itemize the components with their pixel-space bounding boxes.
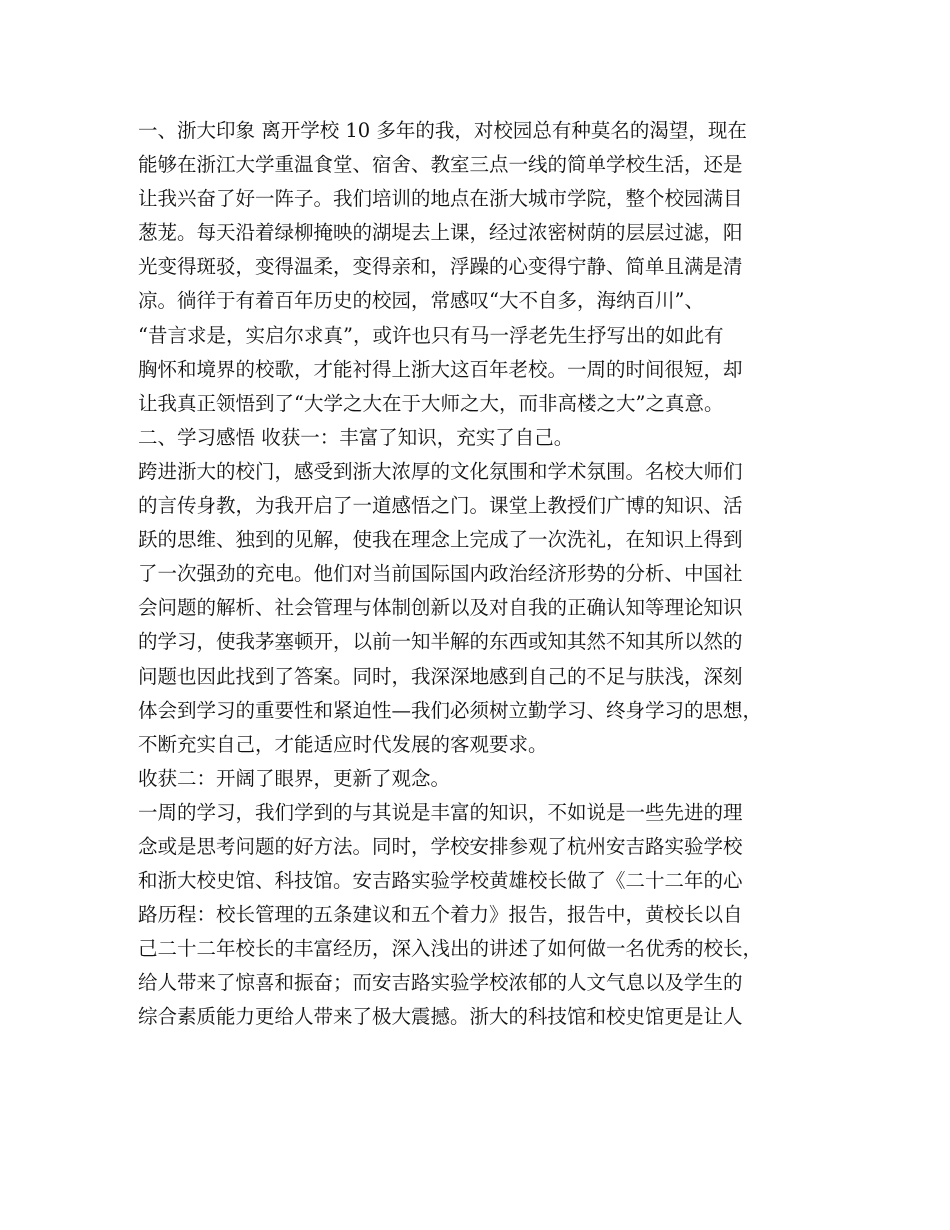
text-line: “昔言求是，实启尔求真”，或许也只有马一浮老先生抒写出的如此有 bbox=[138, 323, 724, 347]
text-line: 问题也因此找到了答案。同时，我深深地感到自己的不足与肤浅，深刻 bbox=[138, 664, 743, 688]
text-line: 葱茏。每天沿着绿柳掩映的湖堤去上课，经过浓密树荫的层层过滤，阳 bbox=[138, 221, 743, 245]
document-body bbox=[138, 114, 816, 1035]
text-line: 让我真正领悟到了“大学之大在于大师之大，而非高楼之大”之真意。 bbox=[138, 391, 724, 415]
text-line: 会问题的解析、社会管理与体制创新以及对自我的正确认知等理论知识 bbox=[138, 596, 743, 620]
text-line: 让我兴奋了好一阵子。我们培训的地点在浙大城市学院，整个校园满目 bbox=[138, 187, 743, 211]
text-line: 综合素质能力更给人带来了极大震撼。浙大的科技馆和校史馆更是让人 bbox=[138, 1005, 743, 1029]
text-line: 的学习，使我茅塞顿开，以前一知半解的东西或知其然不知其所以然的 bbox=[138, 630, 743, 654]
text-line: 体会到学习的重要性和紧迫性—我们必须树立勤学习、终身学习的思想， bbox=[138, 698, 763, 722]
section-heading: 二、学习感悟 收获一：丰富了知识，充实了自己。 bbox=[138, 425, 574, 449]
text-line: 了一次强劲的充电。他们对当前国际国内政治经济形势的分析、中国社 bbox=[138, 562, 743, 586]
text-line: 跨进浙大的校门，感受到浙大浓厚的文化氛围和学术氛围。名校大师们 bbox=[138, 459, 743, 483]
text-line: 念或是思考问题的好方法。同时，学校安排参观了杭州安吉路实验学校 bbox=[138, 834, 743, 858]
text-line: 给人带来了惊喜和振奋；而安吉路实验学校浓郁的人文气息以及学生的 bbox=[138, 971, 743, 995]
text-line: 凉。徜徉于有着百年历史的校园，常感叹“大不自多，海纳百川”、 bbox=[138, 289, 704, 313]
text-line: 己二十二年校长的丰富经历，深入浅出的讲述了如何做一名优秀的校长， bbox=[138, 937, 763, 961]
text-line: 胸怀和境界的校歌，才能衬得上浙大这百年老校。一周的时间很短，却 bbox=[138, 357, 743, 381]
text-line: 和浙大校史馆、科技馆。安吉路实验学校黄雄校长做了《二十二年的心 bbox=[138, 869, 743, 893]
text-line: 不断充实自己，才能适应时代发展的客观要求。 bbox=[138, 732, 548, 756]
text-line: 光变得斑驳，变得温柔，变得亲和，浮躁的心变得宁静、简单且满是清 bbox=[138, 255, 743, 279]
text-line: 一周的学习，我们学到的与其说是丰富的知识，不如说是一些先进的理 bbox=[138, 800, 743, 824]
text-line: 跃的思维、独到的见解，使我在理念上完成了一次洗礼，在知识上得到 bbox=[138, 528, 743, 552]
text-line: 能够在浙江大学重温食堂、宿舍、教室三点一线的简单学校生活，还是 bbox=[138, 153, 743, 177]
subsection-heading: 收获二：开阔了眼界，更新了观念。 bbox=[138, 766, 451, 790]
text-line: 一、浙大印象 离开学校 10 多年的我，对校园总有种莫名的渴望，现在 bbox=[138, 119, 747, 142]
text-line: 的言传身教，为我开启了一道感悟之门。课堂上教授们广博的知识、活 bbox=[138, 494, 743, 518]
text-line: 路历程：校长管理的五条建议和五个着力》报告，报告中，黄校长以自 bbox=[138, 903, 743, 927]
